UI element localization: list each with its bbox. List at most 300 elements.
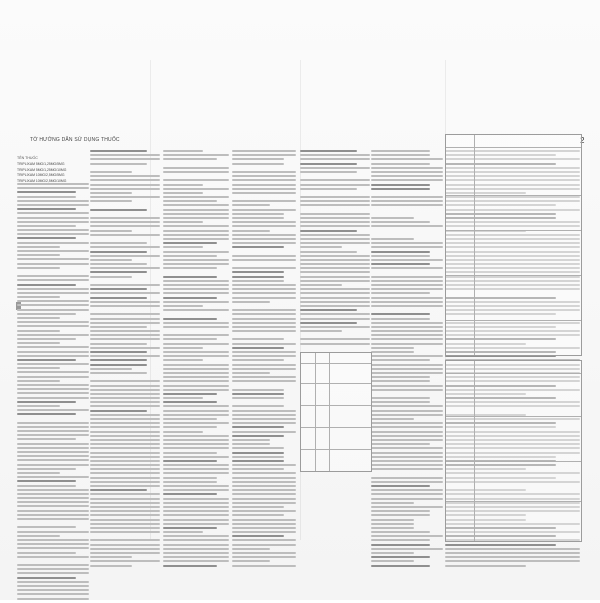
text-line [163, 548, 229, 550]
text-line [90, 368, 132, 370]
text-line [90, 276, 132, 278]
text-line [163, 489, 229, 491]
text-line [371, 192, 443, 194]
text-line [300, 326, 370, 328]
text-line [17, 501, 89, 503]
text-line [90, 364, 147, 366]
text-line [90, 267, 160, 269]
text-line [163, 485, 229, 487]
text-line [17, 279, 89, 281]
text-line [163, 443, 229, 445]
text-line [163, 364, 229, 366]
text-line [163, 460, 217, 462]
text-line [90, 489, 147, 491]
text-line [90, 552, 160, 554]
text-line [17, 514, 89, 516]
text-line [232, 502, 296, 504]
text-line [232, 460, 284, 462]
text-line [17, 325, 89, 327]
text-line [17, 556, 89, 558]
text-line [17, 451, 89, 453]
text-line [232, 192, 296, 194]
text-line [300, 292, 370, 294]
text-line [371, 401, 430, 403]
text-line [90, 385, 160, 387]
text-line [232, 259, 296, 261]
text-line [163, 284, 229, 286]
text-line [90, 292, 160, 294]
text-line [90, 493, 160, 495]
text-line [232, 280, 284, 282]
text-line [371, 493, 443, 495]
text-line [232, 255, 296, 257]
text-line [17, 543, 89, 545]
text-line [163, 238, 229, 240]
text-line [300, 200, 370, 202]
text-line [17, 464, 89, 466]
text-line [371, 305, 443, 307]
text-line [90, 401, 160, 403]
text-line [371, 452, 443, 454]
text-line [232, 397, 284, 399]
text-line [17, 351, 89, 353]
text-line [232, 456, 284, 458]
text-line [163, 468, 229, 470]
text-line [90, 330, 160, 332]
text-line [163, 271, 229, 273]
text-line [17, 300, 89, 302]
text-line [17, 585, 89, 587]
text-line [371, 259, 443, 261]
text-line [17, 267, 60, 269]
text-line [90, 410, 147, 412]
text-line [17, 225, 76, 227]
text-line [17, 196, 76, 198]
text-line [232, 263, 296, 265]
text-line [90, 376, 160, 378]
text-line [90, 468, 160, 470]
text-line [371, 267, 443, 269]
text-line [371, 297, 443, 299]
text-line [371, 330, 443, 332]
text-line [232, 184, 296, 186]
text-line [17, 342, 60, 344]
text-line [445, 544, 556, 546]
text-column [232, 150, 296, 570]
text-line [17, 246, 60, 248]
text-line [232, 385, 296, 387]
text-line [300, 318, 370, 320]
text-line [300, 288, 370, 290]
text-line [90, 472, 160, 474]
text-line [90, 422, 160, 424]
text-line [163, 393, 217, 395]
text-line [17, 304, 89, 306]
text-line [371, 309, 443, 311]
text-line [163, 204, 229, 206]
text-line [90, 204, 160, 206]
text-line [232, 150, 296, 152]
text-line [232, 200, 296, 202]
text-line [371, 213, 443, 215]
text-line [163, 158, 217, 160]
text-line [90, 280, 160, 282]
text-line [163, 280, 229, 282]
text-line [232, 322, 296, 324]
text-line [232, 410, 296, 412]
text-line [232, 514, 284, 516]
text-line [371, 527, 414, 529]
text-line [371, 477, 443, 479]
text-line [17, 217, 89, 219]
text-line [232, 506, 284, 508]
text-line [232, 213, 284, 215]
text-line [163, 422, 229, 424]
text-line [17, 346, 89, 348]
text-line [163, 343, 229, 345]
text-line [90, 414, 160, 416]
text-line [17, 522, 89, 524]
text-line [17, 258, 89, 260]
text-line [371, 188, 430, 190]
text-line [163, 167, 229, 169]
text-line [232, 288, 296, 290]
text-line [17, 422, 89, 424]
text-line [163, 175, 229, 177]
text-line [371, 368, 443, 370]
text-line [371, 376, 430, 378]
text-line [300, 343, 370, 345]
text-line [17, 237, 76, 239]
text-line [90, 560, 160, 562]
text-line [163, 309, 229, 311]
text-line [90, 477, 160, 479]
text-line [371, 150, 430, 152]
text-line [163, 221, 203, 223]
text-line [17, 589, 89, 591]
text-line [163, 472, 229, 474]
text-line [17, 221, 89, 223]
text-line [232, 405, 284, 407]
text-line [17, 187, 89, 189]
text-line [163, 313, 229, 315]
text-line [300, 209, 370, 211]
text-line [90, 452, 160, 454]
text-line [371, 292, 430, 294]
text-line [300, 271, 370, 273]
text-line [17, 208, 76, 210]
text-line [90, 355, 160, 357]
text-line [163, 498, 229, 500]
text-line [445, 556, 580, 558]
text-line [371, 364, 443, 366]
text-line [232, 447, 284, 449]
text-line [163, 326, 229, 328]
text-line [90, 456, 160, 458]
text-line [90, 347, 160, 349]
text-line [371, 464, 443, 466]
text-line [371, 385, 443, 387]
text-line [90, 154, 160, 156]
text-line [371, 347, 414, 349]
text-line [90, 359, 147, 361]
text-line [17, 547, 89, 549]
text-line [163, 351, 229, 353]
text-line [163, 389, 229, 391]
text-line [371, 355, 443, 357]
text-line [300, 284, 342, 286]
text-line [163, 401, 217, 403]
text-line [90, 439, 160, 441]
text-line [90, 405, 160, 407]
text-line [300, 204, 370, 206]
text-line [371, 539, 430, 541]
text-line [17, 438, 76, 440]
text-line [232, 246, 284, 248]
text-line [17, 271, 89, 273]
text-line [90, 288, 147, 290]
text-line [371, 460, 443, 462]
text-line [445, 560, 580, 562]
text-line [232, 326, 296, 328]
text-line [232, 242, 296, 244]
text-line [163, 418, 217, 420]
text-line [232, 188, 296, 190]
text-line [371, 175, 443, 177]
text-line [232, 389, 284, 391]
text-line [90, 230, 132, 232]
text-line [17, 309, 89, 311]
text-line [371, 468, 443, 470]
text-line [17, 518, 89, 520]
text-line [232, 426, 284, 428]
text-line [371, 426, 443, 428]
text-line [371, 397, 430, 399]
text-line [300, 192, 370, 194]
text-line [371, 372, 443, 374]
text-line [163, 322, 229, 324]
text-line [371, 552, 414, 554]
text-line [163, 527, 217, 529]
text-line [300, 267, 370, 269]
text-line [371, 204, 443, 206]
text-line [163, 376, 229, 378]
text-line [17, 510, 89, 512]
text-line [90, 284, 160, 286]
text-line [232, 485, 296, 487]
text-line [17, 254, 60, 256]
text-line [232, 217, 284, 219]
text-line [371, 251, 430, 253]
text-line [90, 221, 160, 223]
text-line [371, 447, 443, 449]
text-line [300, 225, 370, 227]
text-line [371, 242, 443, 244]
text-line [17, 330, 60, 332]
text-line [90, 297, 147, 299]
text-line [17, 539, 89, 541]
text-line [232, 364, 296, 366]
text-line [371, 154, 430, 156]
text-line [371, 288, 443, 290]
text-line [371, 163, 430, 165]
text-line [163, 154, 229, 156]
text-line [232, 355, 296, 357]
text-line [300, 259, 370, 261]
text-line [300, 242, 370, 244]
text-line [17, 296, 60, 298]
text-column [17, 183, 89, 603]
text-line [90, 351, 147, 353]
text-line [163, 502, 229, 504]
text-line [232, 204, 270, 206]
text-line [17, 459, 89, 461]
text-line [90, 225, 160, 227]
text-line [371, 276, 443, 278]
text-line [371, 531, 430, 533]
text-line [90, 523, 160, 525]
text-line [232, 318, 296, 320]
text-line [90, 556, 132, 558]
text-line [300, 251, 357, 253]
text-line [90, 196, 160, 198]
text-line [232, 439, 270, 441]
text-line [232, 493, 296, 495]
text-line [371, 410, 443, 412]
text-line [163, 188, 229, 190]
text-line [17, 476, 89, 478]
product-name: TRIPLIXAM 10MG/2,5MG/10MG [17, 178, 67, 183]
text-line [232, 544, 296, 546]
text-line [371, 435, 443, 437]
text-line [232, 209, 296, 211]
text-line [371, 389, 443, 391]
text-line [232, 347, 284, 349]
text-line [232, 297, 296, 299]
text-line [17, 505, 89, 507]
text-line [371, 184, 430, 186]
text-line [17, 552, 76, 554]
text-line [371, 167, 443, 169]
text-line [232, 535, 284, 537]
text-line [17, 284, 76, 286]
text-line [371, 171, 443, 173]
text-line [90, 435, 160, 437]
text-line [232, 431, 296, 433]
text-line [90, 234, 160, 236]
text-line [90, 238, 160, 240]
text-line [90, 322, 160, 324]
text-line [17, 447, 89, 449]
text-line [90, 397, 160, 399]
text-line [371, 209, 443, 211]
text-line [300, 301, 370, 303]
text-line [17, 338, 76, 340]
text-line [163, 493, 217, 495]
text-line [232, 305, 296, 307]
text-line [17, 380, 60, 382]
text-line [300, 175, 370, 177]
text-line [232, 523, 296, 525]
text-line [17, 355, 89, 357]
text-line [163, 255, 217, 257]
text-line [17, 409, 89, 411]
text-line [17, 568, 89, 570]
text-line [90, 464, 160, 466]
text-line [445, 552, 580, 554]
text-line [163, 397, 203, 399]
text-line [300, 246, 342, 248]
text-line [163, 276, 217, 278]
text-line [371, 200, 443, 202]
text-line [17, 526, 76, 528]
text-line [163, 217, 229, 219]
text-line [90, 309, 160, 311]
text-line [300, 196, 370, 198]
text-line [300, 322, 357, 324]
text-line [17, 275, 89, 277]
text-line [17, 371, 89, 373]
text-line [300, 184, 370, 186]
text-line [17, 229, 89, 231]
text-line [17, 489, 89, 491]
text-line [232, 338, 284, 340]
document-title: TỜ HƯỚNG DẪN SỬ DỤNG THUỐC [30, 137, 120, 143]
text-line [17, 263, 89, 265]
text-line [163, 179, 229, 181]
text-line [17, 497, 89, 499]
text-line [163, 259, 229, 261]
text-line [163, 560, 229, 562]
text-line [300, 263, 370, 265]
text-line [300, 158, 370, 160]
text-line [163, 410, 229, 412]
text-line [232, 359, 284, 361]
text-line [17, 577, 76, 579]
text-line [371, 217, 414, 219]
text-line [371, 443, 430, 445]
text-line [371, 158, 443, 160]
text-line [163, 372, 229, 374]
text-line [90, 163, 147, 165]
text-line [90, 313, 160, 315]
text-line [17, 564, 89, 566]
text-line [90, 485, 160, 487]
text-line [300, 238, 370, 240]
text-line [17, 367, 60, 369]
text-line [232, 401, 296, 403]
text-line [232, 531, 296, 533]
text-line [371, 351, 414, 353]
text-line [90, 506, 160, 508]
text-line [17, 413, 76, 415]
text-line [232, 368, 296, 370]
text-line [371, 523, 414, 525]
text-line [300, 280, 370, 282]
text-line [232, 418, 296, 420]
text-line [163, 447, 229, 449]
text-line [371, 544, 430, 546]
text-line [90, 481, 160, 483]
text-line [232, 158, 284, 160]
text-line [90, 171, 132, 173]
text-line [371, 380, 430, 382]
text-line [371, 506, 443, 508]
text-line [371, 489, 443, 491]
text-line [163, 192, 203, 194]
text-line [163, 171, 229, 173]
text-line [90, 431, 160, 433]
